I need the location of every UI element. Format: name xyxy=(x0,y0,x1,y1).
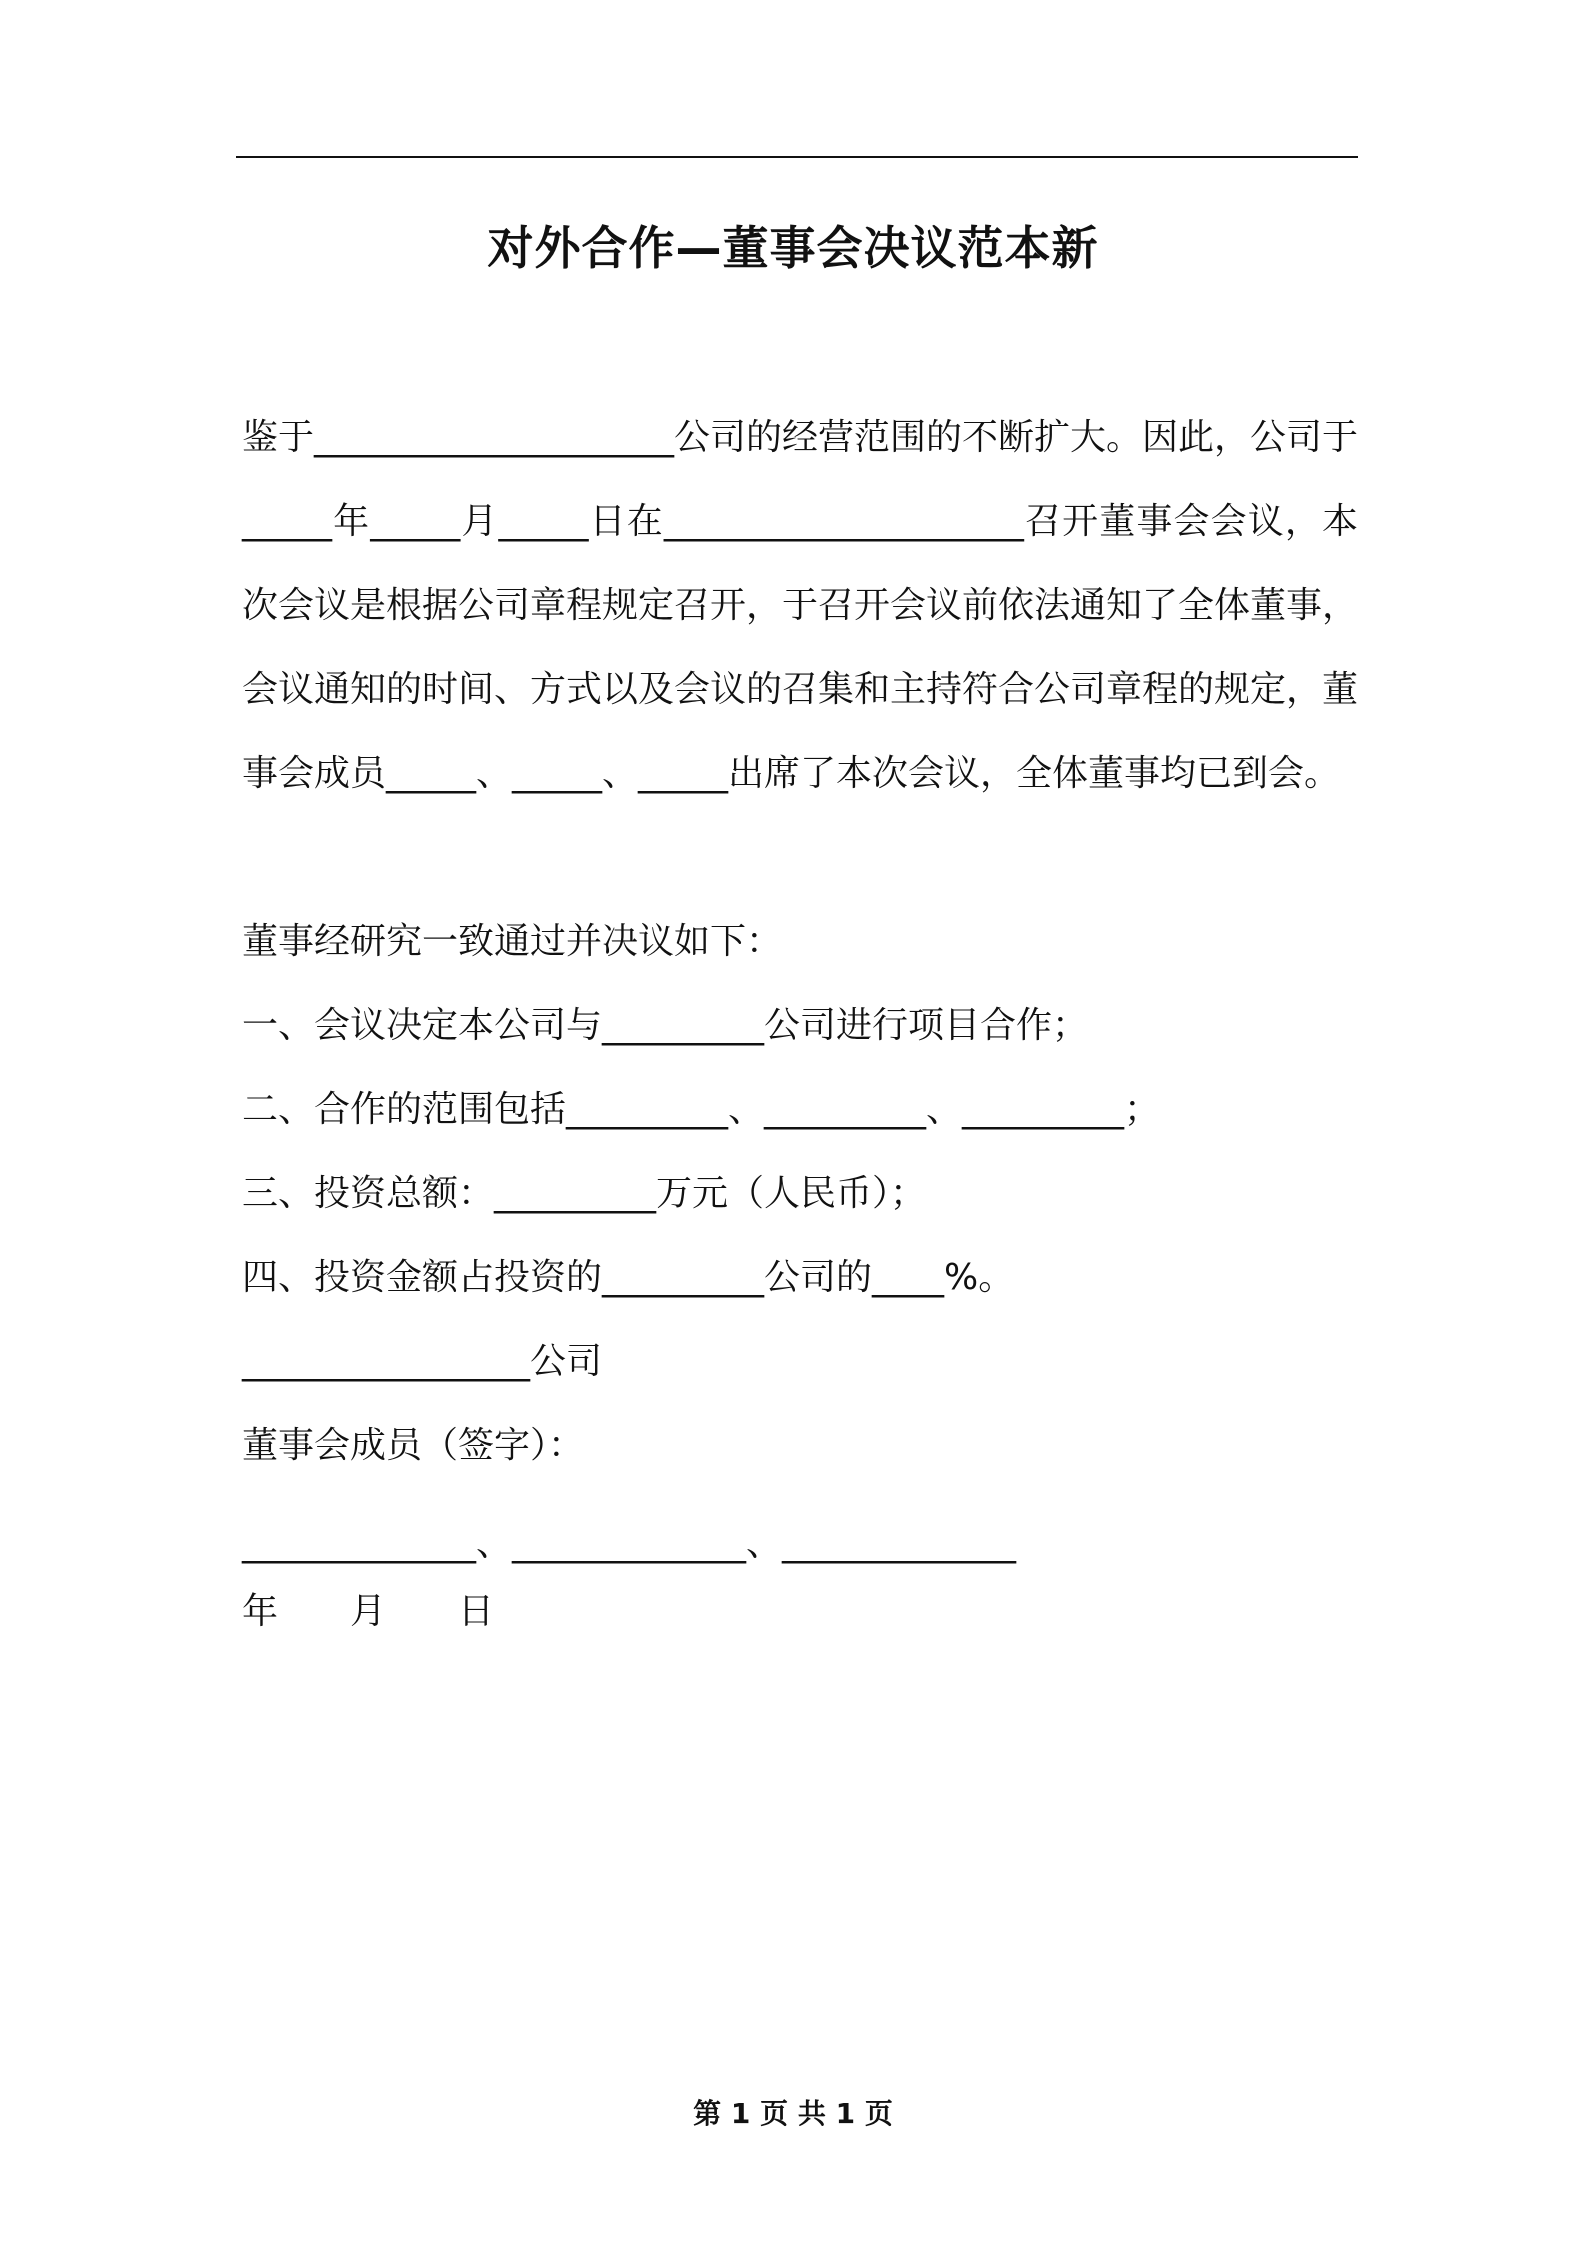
signature-blanks: _____________、_____________、_____________ xyxy=(242,1523,1016,1564)
date-line: 年 月 日 xyxy=(242,1591,495,1632)
resolution-item-2: 二、合作的范围包括_________、_________、_________； xyxy=(242,1089,1161,1130)
resolution-item-1: 一、会议决定本公司与_________公司进行项目合作； xyxy=(242,1005,1089,1046)
document-title: 对外合作—董事会决议范本新 xyxy=(487,221,1099,275)
page-footer: 第 1 页 共 1 页 xyxy=(693,2097,893,2130)
resolution-item-4: 四、投资金额占投资的_________公司的____%。 xyxy=(242,1257,1015,1298)
intro-paragraph: 鉴于____________________公司的经营范围的不断扩大。因此，公司于_____年_____月_____日在____________________召开董事会会议，本次会议是根据公司章程规定召开，于召开会议前依法通知了全体董事，会议通知的时间、方式以及会议的召集和主持符合公司章程的规定，董事会成员_____、_____、_____出席了本次会议，全体董事均已到会。 xyxy=(242,417,1359,794)
resolution-lead: 董事经研究一致通过并决议如下： xyxy=(242,921,783,962)
header-rule xyxy=(236,156,1358,158)
resolution-item-3: 三、投资总额：_________万元（人民币）； xyxy=(242,1173,927,1214)
company-signature-line: ________________公司 xyxy=(242,1341,603,1382)
signature-label: 董事会成员（签字）： xyxy=(242,1425,585,1466)
